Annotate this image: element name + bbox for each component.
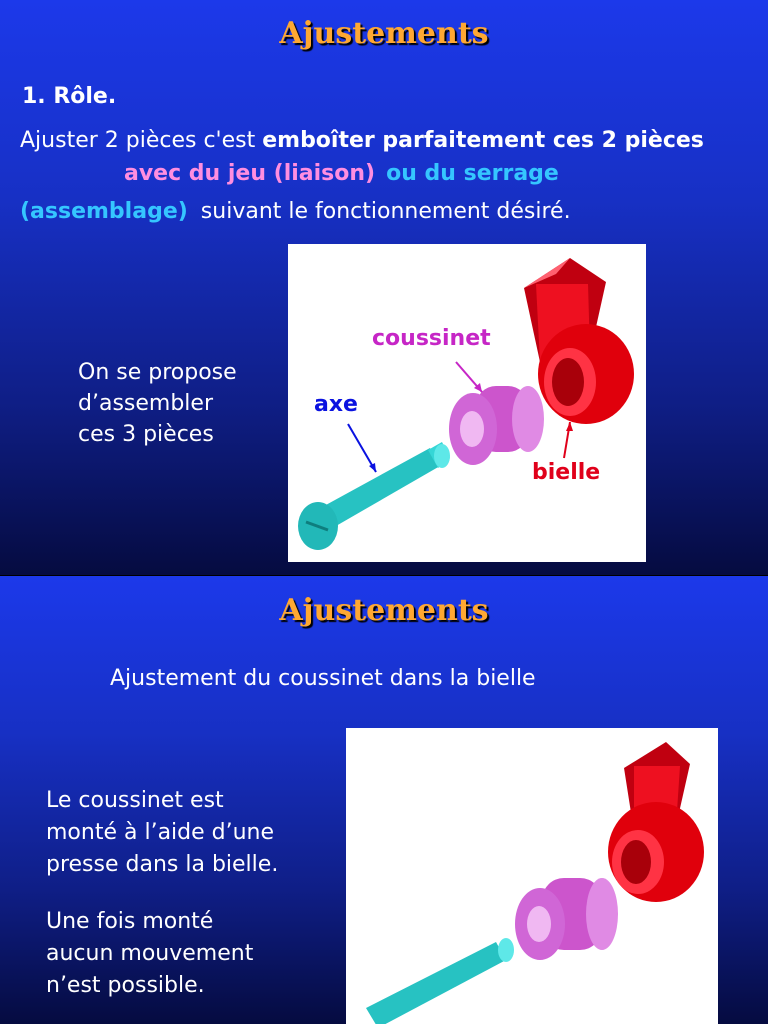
side-text: On se propose d’assembler ces 3 pièces — [78, 360, 237, 447]
axe-part-icon — [298, 442, 450, 550]
intro-paragraph-line1: Ajuster 2 pièces c'est emboîter parfaitement ces 2 pièces — [20, 128, 704, 153]
press-fit-image — [346, 728, 718, 1024]
phrase-jeu: avec du jeu (liaison) ou du serrage — [124, 161, 559, 186]
text-block-1: Le coussinet est monté à l’aide d’une presse dans la bielle. — [46, 788, 279, 877]
label-coussinet: coussinet — [372, 326, 491, 351]
coussinet-part-icon — [515, 878, 618, 960]
label-axe: axe — [314, 392, 358, 417]
slide-2 — [0, 576, 768, 1024]
parts-figure — [288, 244, 646, 562]
section-heading: 1. Rôle. — [22, 84, 117, 109]
axe-part-icon — [366, 938, 514, 1024]
slide-subtitle: Ajustement du coussinet dans la bielle — [110, 666, 536, 691]
coussinet-part-icon — [449, 386, 544, 465]
intro-paragraph-line3: (assemblage) suivant le fonctionnement désiré. — [20, 199, 571, 224]
slide-title: Ajustements — [279, 593, 489, 628]
bielle-part-icon — [608, 742, 704, 902]
label-bielle: bielle — [532, 460, 601, 485]
slide-title: Ajustements — [279, 16, 489, 51]
press-fit-figure — [346, 728, 718, 1024]
text-block-2: Une fois monté aucun mouvement n’est possible. — [46, 909, 254, 998]
